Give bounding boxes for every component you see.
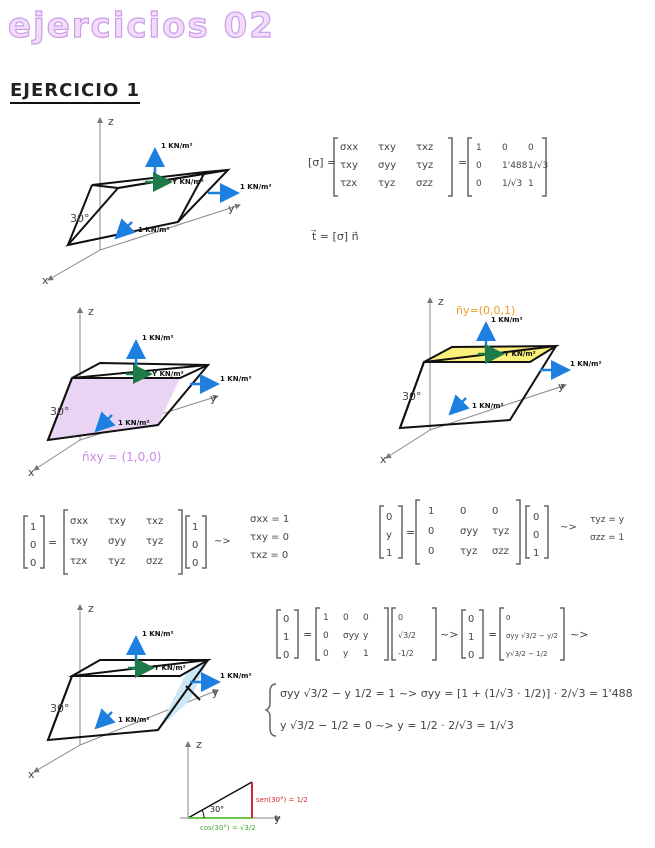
matrix-cell: σyy [460, 526, 479, 537]
tensor-lhs: [σ] = [308, 156, 337, 169]
n-xy-label: n̄xy = (1,0,0) [82, 450, 162, 464]
x-label-2: x [28, 466, 35, 479]
y-label: y [228, 202, 235, 215]
stress-tensor [308, 138, 548, 196]
y-axis [100, 205, 240, 250]
z-label-5: z [196, 738, 202, 751]
tensor-cell: τxy [340, 160, 358, 171]
y-label-4: y [212, 686, 219, 699]
matrix-cell: τzx [70, 556, 88, 567]
tensor-cell: τxz [416, 142, 434, 153]
matrix-cell: 0 [428, 526, 435, 537]
vector-entry: √3/2 [398, 631, 416, 640]
load-top: 1 KN/m² [161, 142, 193, 150]
tensor-cell: τyz [416, 160, 434, 171]
load-y-2: Y KN/m² [152, 370, 184, 378]
vector-entry: 0 [468, 614, 475, 625]
vector-entry: 0 [398, 613, 404, 622]
vector-entry: 1 [468, 632, 475, 643]
tensor-value: 0 [476, 161, 482, 171]
arrow: ~> [560, 522, 577, 533]
matrix-cell: 1 [323, 613, 329, 623]
matrix-cell: τxy [70, 536, 88, 547]
vector-entry: 0 [30, 558, 37, 569]
angle-label-2: 30° [50, 405, 70, 418]
vector-entry: 0 [468, 650, 475, 661]
equation-bottom [266, 608, 588, 736]
matrix-cell: 1 [363, 649, 369, 659]
vector-entry: 1 [533, 548, 540, 559]
tensor-value: 1/√3 [502, 179, 523, 189]
tensor-cell: σxx [340, 142, 359, 153]
z-label: z [108, 115, 114, 128]
tensor-cell: τxy [378, 142, 396, 153]
y-label-3: y [558, 380, 565, 393]
tensor-value: 1 [528, 179, 534, 189]
matrix-cell: y [363, 631, 369, 641]
x-label-3: x [380, 453, 387, 466]
svg-text:=: = [488, 628, 498, 641]
equation-left [24, 510, 289, 574]
svg-text:=: = [303, 628, 313, 641]
cos-label: cos(30°) = √3/2 [200, 824, 256, 832]
vector-entry: 1 [283, 632, 290, 643]
z-label-3: z [438, 295, 444, 308]
matrix-cell: τyz [146, 536, 164, 547]
load-face-4: 1 KN/m² [118, 716, 150, 724]
load-right-2: 1 KN/m² [220, 375, 252, 383]
matrix-cell: 0 [492, 506, 499, 517]
load-y-3: Y KN/m² [504, 350, 536, 358]
tensor-cell: τyz [378, 178, 396, 189]
z-label-4: z [88, 602, 94, 615]
matrix-cell: 0 [363, 613, 369, 623]
vector-entry: 0 [30, 540, 37, 551]
matrix-cell: 0 [460, 506, 467, 517]
load-top-4: 1 KN/m² [142, 630, 174, 638]
tensor-value: 0 [476, 179, 482, 189]
result-line: σxx = 1 [250, 514, 290, 525]
diagram-1 [42, 115, 272, 287]
matrix-cell: σyy [343, 631, 360, 641]
load-y-4: Y KN/m² [154, 664, 186, 672]
tensor-value: 0 [502, 143, 508, 153]
result-line: τxy = 0 [250, 532, 289, 543]
vector-entry: 1 [386, 548, 393, 559]
tensor-cell: τzx [340, 178, 358, 189]
vector-entry: y√3/2 − 1/2 [506, 650, 548, 658]
matrix-cell: σzz [492, 546, 509, 557]
matrix-cell: 0 [323, 649, 329, 659]
triangle-angle: 30° [210, 805, 225, 814]
vector-entry: 0 [386, 512, 393, 523]
diagram-2 [28, 305, 252, 479]
vector-entry: -1/2 [398, 649, 414, 658]
load-right-3: 1 KN/m² [570, 360, 602, 368]
matrix-cell: τxz [146, 516, 164, 527]
eq-line-1: σyy √3/2 − y 1/2 = 1 ~> σyy = [1 + (1/√3 · 1/2)] · 2/√3 = 1'488 [280, 687, 633, 700]
z-label-2: z [88, 305, 94, 318]
vector-entry: 0 [506, 614, 511, 622]
vector-entry: 0 [283, 650, 290, 661]
tensor-value: 1/√3 [528, 161, 549, 171]
vector-entry: 0 [283, 614, 290, 625]
tensor-value: 1 [476, 143, 482, 153]
y-label-2: y [210, 392, 217, 405]
vector-entry: 0 [533, 530, 540, 541]
load-y: Y KN/m² [172, 178, 204, 186]
vector-entry: σyy √3/2 − y/2 [506, 632, 558, 640]
matrix-cell: 0 [343, 613, 349, 623]
tensor-cell: σyy [378, 160, 397, 171]
vector-entry: 1 [192, 522, 199, 533]
angle-label-4: 30° [50, 702, 70, 715]
result-line: σzz = 1 [590, 533, 625, 543]
load-top-3: 1 KN/m² [491, 316, 523, 324]
angle-label-3: 30° [402, 390, 422, 403]
vector-entry: y [386, 530, 392, 541]
matrix-cell: τyz [492, 526, 510, 537]
matrix-cell: σxx [70, 516, 89, 527]
triangle-diagram [180, 738, 308, 832]
matrix-cell: 0 [323, 631, 329, 641]
matrix-cell: 1 [428, 506, 435, 517]
load-right: 1 KN/m² [240, 183, 272, 191]
tensor-equals: = [458, 156, 468, 169]
eq-line-2: y √3/2 − 1/2 = 0 ~> y = 1/2 · 2/√3 = 1/√3 [280, 719, 514, 732]
matrix-cell: τxy [108, 516, 126, 527]
angle-label: 30° [70, 212, 90, 225]
svg-text:~>: ~> [570, 628, 589, 641]
load-face-2: 1 KN/m² [118, 419, 150, 427]
x-axis [48, 250, 100, 280]
vector-entry: 0 [192, 558, 199, 569]
y-label-5: y [274, 812, 281, 825]
vector-entry: 0 [192, 540, 199, 551]
arrow: ~> [214, 536, 231, 547]
load-top-2: 1 KN/m² [142, 334, 174, 342]
svg-text:~>: ~> [440, 628, 459, 641]
matrix-cell: σyy [108, 536, 127, 547]
x-label: x [42, 274, 49, 287]
tensor-cell: σzz [416, 178, 433, 189]
matrix-cell: σzz [146, 556, 163, 567]
exercise-heading: EJERCICIO 1 [10, 80, 140, 104]
traction-formula: t⃗ = [σ] n⃗ [312, 230, 359, 243]
load-face: 1 KN/m² [138, 226, 170, 234]
result-line: τxz = 0 [250, 550, 289, 561]
result-line: τyz = y [590, 515, 625, 525]
n-y-label: n̄y=(0,0,1) [456, 304, 516, 317]
matrix-cell: 0 [428, 546, 435, 557]
load-right-4: 1 KN/m² [220, 672, 252, 680]
diagram-3 [380, 295, 602, 466]
sin-label: sen(30°) = 1/2 [256, 796, 308, 804]
svg-text:=: = [406, 526, 416, 539]
equation-right [380, 500, 625, 564]
matrix-cell: y [343, 649, 349, 659]
tensor-value: 1'488 [502, 161, 528, 171]
tensor-value: 0 [528, 143, 534, 153]
diagram-4 [28, 602, 252, 781]
page-title: ejercicios 02 [8, 6, 275, 46]
vector-entry: 0 [533, 512, 540, 523]
load-face-3: 1 KN/m² [472, 402, 504, 410]
svg-text:=: = [48, 536, 58, 549]
x-label-4: x [28, 768, 35, 781]
vector-entry: 1 [30, 522, 37, 533]
matrix-cell: τyz [108, 556, 126, 567]
matrix-cell: τyz [460, 546, 478, 557]
